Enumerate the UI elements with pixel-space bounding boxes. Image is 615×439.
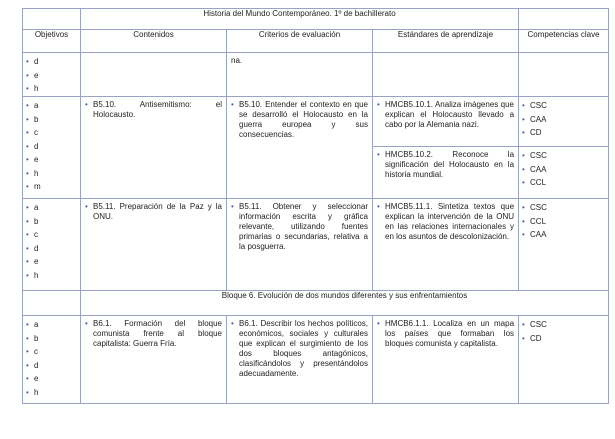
list-item: • d xyxy=(26,242,80,256)
block-heading: Bloque 6. Evolución de dos mundos diferentes y sus enfrentamientos xyxy=(81,291,609,316)
estandares-cell xyxy=(373,53,519,97)
header-contenidos: Contenidos xyxy=(81,30,227,53)
empty-corner-cell xyxy=(23,9,81,30)
list-item: • e xyxy=(26,69,80,83)
empty-cell xyxy=(23,291,81,316)
estandar-text: • HMCB6.1.1. Localiza en un mapa los países que formaban los bloques comunista y capitalista. xyxy=(373,316,518,352)
list-item: • h xyxy=(26,269,80,283)
competencias-cell xyxy=(519,53,609,97)
list-item: • CAA xyxy=(522,163,608,177)
estandares-cell xyxy=(373,147,519,199)
contenidos-cell xyxy=(81,97,227,199)
header-row xyxy=(23,30,609,53)
list-item: • a xyxy=(26,99,80,113)
list-item: • CSC xyxy=(522,201,608,215)
contenidos-cell xyxy=(81,199,227,291)
estandar-text: • HMCB5.10.2. Reconoce la significación del Holocausto en la historia mundial. xyxy=(373,147,518,183)
criterios-cell xyxy=(227,53,373,97)
table-row xyxy=(23,97,609,147)
competencias-cell xyxy=(519,147,609,199)
list-item: • d xyxy=(26,55,80,69)
criterios-cell xyxy=(227,199,373,291)
list-item: • h xyxy=(26,82,80,96)
list-item: • m xyxy=(26,180,80,194)
objetivos-cell xyxy=(23,53,81,97)
list-item: • CSC xyxy=(522,99,608,113)
list-item: • c xyxy=(26,228,80,242)
block-heading-row xyxy=(23,291,609,316)
list-item: • CAA xyxy=(522,228,608,242)
table-row xyxy=(23,199,609,291)
header-competencias: Competencias clave xyxy=(519,30,609,53)
header-objetivos: Objetivos xyxy=(23,30,81,53)
header-estandares: Estándares de aprendizaje xyxy=(373,30,519,53)
estandares-cell xyxy=(373,199,519,291)
list-item: • a xyxy=(26,318,80,332)
estandar-text: • HMCB5.10.1. Analiza imágenes que explican el Holocausto llevado a cabo por la Alemania nazi. xyxy=(373,97,518,133)
list-item: • c xyxy=(26,345,80,359)
competencias-cell xyxy=(519,199,609,291)
criterio-text: na. xyxy=(231,56,243,65)
title-row xyxy=(23,9,609,30)
estandares-cell xyxy=(373,316,519,404)
competencias-cell xyxy=(519,97,609,147)
objetivos-cell xyxy=(23,97,81,199)
contenido-text: • B6.1. Formación del bloque comunista frente al bloque capitalista: Guerra Fría. xyxy=(81,316,226,352)
criterio-text: • B5.10. Entender el contexto en que se desarrolló el Holocausto en la guerra europea y sus consecuencias. xyxy=(227,97,372,143)
list-item: • CSC xyxy=(522,318,608,332)
list-item: • b xyxy=(26,215,80,229)
table-row xyxy=(23,316,609,404)
empty-corner-cell xyxy=(519,9,609,30)
list-item: • CCL xyxy=(522,215,608,229)
objetivos-cell xyxy=(23,199,81,291)
list-item: • h xyxy=(26,167,80,181)
list-item: • e xyxy=(26,255,80,269)
criterios-cell xyxy=(227,316,373,404)
list-item: • e xyxy=(26,153,80,167)
table-title: Historia del Mundo Contemporáneo. 1º de bachillerato xyxy=(81,9,519,30)
criterio-text: • B5.11. Obtener y seleccionar información escrita y gráfica relevante, utilizando fuentes primarias o secundarias, relativa a la posguerra. xyxy=(227,199,372,255)
contenidos-cell xyxy=(81,53,227,97)
competencias-cell xyxy=(519,316,609,404)
list-item: • CAA xyxy=(522,113,608,127)
list-item: • h xyxy=(26,386,80,400)
list-item: • e xyxy=(26,372,80,386)
curriculum-table xyxy=(22,8,609,404)
list-item: • CCL xyxy=(522,176,608,190)
list-item: • a xyxy=(26,201,80,215)
objetivos-cell xyxy=(23,316,81,404)
list-item: • d xyxy=(26,359,80,373)
estandar-text: • HMCB5.11.1. Sintetiza textos que explican la intervención de la ONU en las relaciones internacionales y en los asuntos de descolonización. xyxy=(373,199,518,245)
list-item: • CD xyxy=(522,332,608,346)
contenido-text: • B5.11. Preparación de la Paz y la ONU. xyxy=(81,199,226,225)
header-criterios: Criterios de evaluación xyxy=(227,30,373,53)
list-item: • b xyxy=(26,113,80,127)
contenidos-cell xyxy=(81,316,227,404)
list-item: • CSC xyxy=(522,149,608,163)
list-item: • c xyxy=(26,126,80,140)
table-row xyxy=(23,53,609,97)
list-item: • CD xyxy=(522,126,608,140)
criterios-cell xyxy=(227,97,373,199)
estandares-cell xyxy=(373,97,519,147)
list-item: • b xyxy=(26,332,80,346)
contenido-text: • B5.10. Antisemitismo: el Holocausto. xyxy=(81,97,226,123)
criterio-text: • B6.1. Describir los hechos políticos, económicos, sociales y culturales que explican el surgimiento de los dos bloques antagónicos, clasificándolos y presentándolos adecuadamente. xyxy=(227,316,372,382)
list-item: • d xyxy=(26,140,80,154)
